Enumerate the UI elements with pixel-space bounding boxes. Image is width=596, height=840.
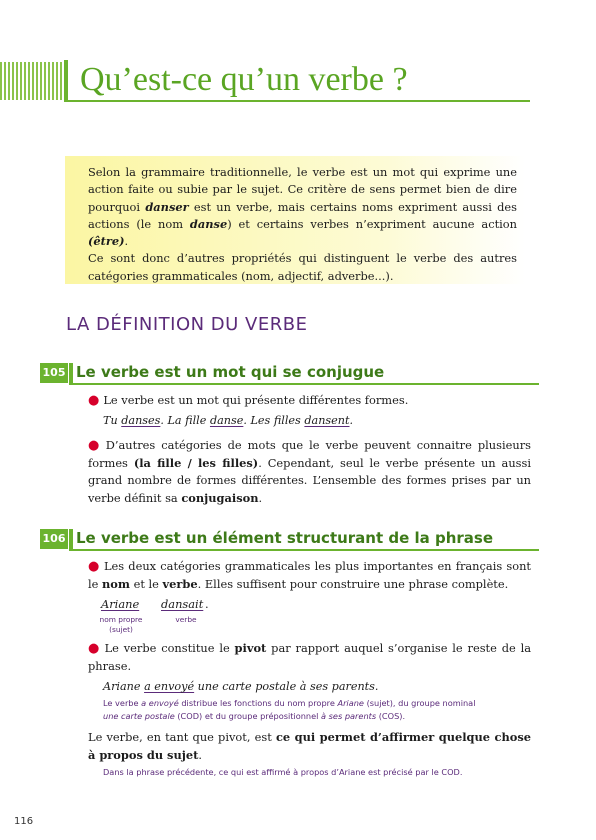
- note-italic: une carte postale: [103, 710, 175, 721]
- rule-105-bullet-2: [88, 437, 531, 507]
- title-box: [64, 60, 530, 102]
- page-title: Qu’est-ce qu’un verbe ?: [80, 61, 408, 98]
- intro-word-danser: danser: [145, 199, 189, 214]
- rule-106-title: Le verbe est un élément structurant de la phrase: [76, 529, 494, 547]
- rule-105-accent: [69, 363, 73, 385]
- note-text: (sujet), du groupe nominal: [363, 698, 476, 708]
- bullet-text: par rapport auquel s’organise le reste de la phrase.: [88, 641, 531, 673]
- example-verb: danse: [209, 414, 244, 427]
- bullet-text: .: [258, 490, 263, 505]
- note-text: distribue les fonctions du nom propre: [178, 698, 338, 708]
- note-text: (COD) et du groupe prépositionnel: [174, 710, 322, 721]
- intro-text: ) et certains verbes n’expriment aucune action: [227, 216, 517, 231]
- term-pivot: pivot: [234, 641, 267, 655]
- rule-106-number: 106: [40, 529, 68, 549]
- example-verb: a envoyé: [144, 680, 195, 693]
- section-heading: LA DÉFINITION DU VERBE: [66, 314, 308, 335]
- rule-105-example: [103, 414, 353, 427]
- term-verbe: verbe: [162, 576, 198, 591]
- note-italic: à ses parents: [321, 710, 377, 721]
- rule-105-title: Le verbe est un mot qui se conjugue: [76, 363, 385, 381]
- intro-paragraph-2: Ce sont donc d’autres propriétés qui distinguent le verbe des autres catégories grammaticales (nom, adjectif, adverbe...).: [88, 251, 517, 283]
- bullet-icon: ●: [88, 559, 100, 574]
- tag-line: nom propre: [99, 615, 143, 624]
- rule-106-example: [103, 680, 378, 693]
- example-period: .: [205, 597, 209, 611]
- bullet-text: D’autres catégories de mots que le verbe peuvent connaitre plusieurs formes: [88, 438, 531, 470]
- rule-106-paragraph-3: [88, 729, 531, 764]
- bullet-text: . Cependant, seul le verbe présente un aussi grand nombre de formes différentes. L’ensemble des formes prises par un verbe définit sa: [88, 455, 531, 505]
- example-text: une carte postale à ses parents.: [194, 680, 379, 693]
- page-number: 116: [14, 816, 34, 827]
- intro-box: [65, 156, 525, 284]
- tag-verbe: verbe: [175, 615, 197, 624]
- example-text: . Les filles: [243, 414, 301, 427]
- term-nom: nom: [102, 576, 130, 591]
- bold-example: (la fille / les filles): [133, 455, 259, 470]
- bullet-text: Le verbe constitue le: [104, 641, 230, 655]
- example-word-dansait: dansait: [161, 597, 204, 611]
- intro-word-danse: danse: [189, 216, 228, 231]
- rule-106-accent: [69, 529, 73, 551]
- bullet-text: Le verbe est un mot qui présente différentes formes.: [103, 393, 409, 407]
- note-italic: Ariane: [337, 698, 364, 708]
- note-text: (COS).: [376, 710, 406, 721]
- rule-106-bullet-1: [88, 558, 531, 593]
- tag-nom-propre: [90, 615, 152, 634]
- intro-word-etre: (être): [88, 234, 125, 249]
- rule-105-header: [40, 361, 540, 387]
- rule-105-underline: [69, 383, 539, 385]
- note-italic: a envoyé: [141, 698, 179, 708]
- rule-105-bullet-1: [88, 392, 531, 410]
- bullet-text: . Elles suffisent pour construire une phrase complète.: [197, 576, 509, 591]
- example-text: Tu: [103, 414, 118, 427]
- note-text: Le verbe: [103, 698, 142, 708]
- rule-106-bullet-2: [88, 640, 531, 675]
- rule-106-note-2: Dans la phrase précédente, ce qui est affirmé à propos d’Ariane est précisé par le COD.: [103, 767, 463, 777]
- bold-statement: ce qui permet d’affirmer quelque chose à propos du sujet: [88, 730, 532, 762]
- bullet-icon: ●: [88, 641, 101, 656]
- rule-106-underline: [69, 549, 539, 551]
- bullet-text: et le: [129, 576, 163, 591]
- example-word-ariane: Ariane: [101, 597, 140, 611]
- example-text: .: [349, 414, 354, 427]
- tag-line: (sujet): [109, 624, 133, 634]
- bullet-text: Les deux catégories grammaticales les plus importantes en français sont le: [88, 559, 532, 591]
- example-text: . La fille: [160, 414, 207, 427]
- paragraph-text: Le verbe, en tant que pivot, est: [88, 730, 272, 744]
- example-text: Ariane: [103, 680, 145, 693]
- intro-paragraph-1: [88, 164, 517, 250]
- bullet-icon: ●: [88, 438, 102, 453]
- rule-106-header: [40, 527, 540, 553]
- bullet-icon: ●: [88, 393, 100, 408]
- intro-text: Selon la grammaire traditionnelle, le verbe est un mot qui exprime une action faite ou subie par le sujet. Ce critère de sens permet bien de dire pourquoi: [88, 165, 517, 214]
- example-verb: danses: [121, 414, 161, 427]
- rule-105-number: 105: [40, 363, 68, 383]
- intro-text: est un verbe, mais certains noms expriment aussi des actions (le nom: [88, 199, 518, 231]
- paragraph-text: .: [198, 747, 203, 762]
- title-stripes-decoration: [0, 62, 64, 100]
- term-conjugaison: conjugaison: [181, 490, 259, 505]
- example-verb: dansent: [304, 414, 350, 427]
- rule-106-note-1: [103, 697, 533, 723]
- intro-text: .: [124, 234, 129, 249]
